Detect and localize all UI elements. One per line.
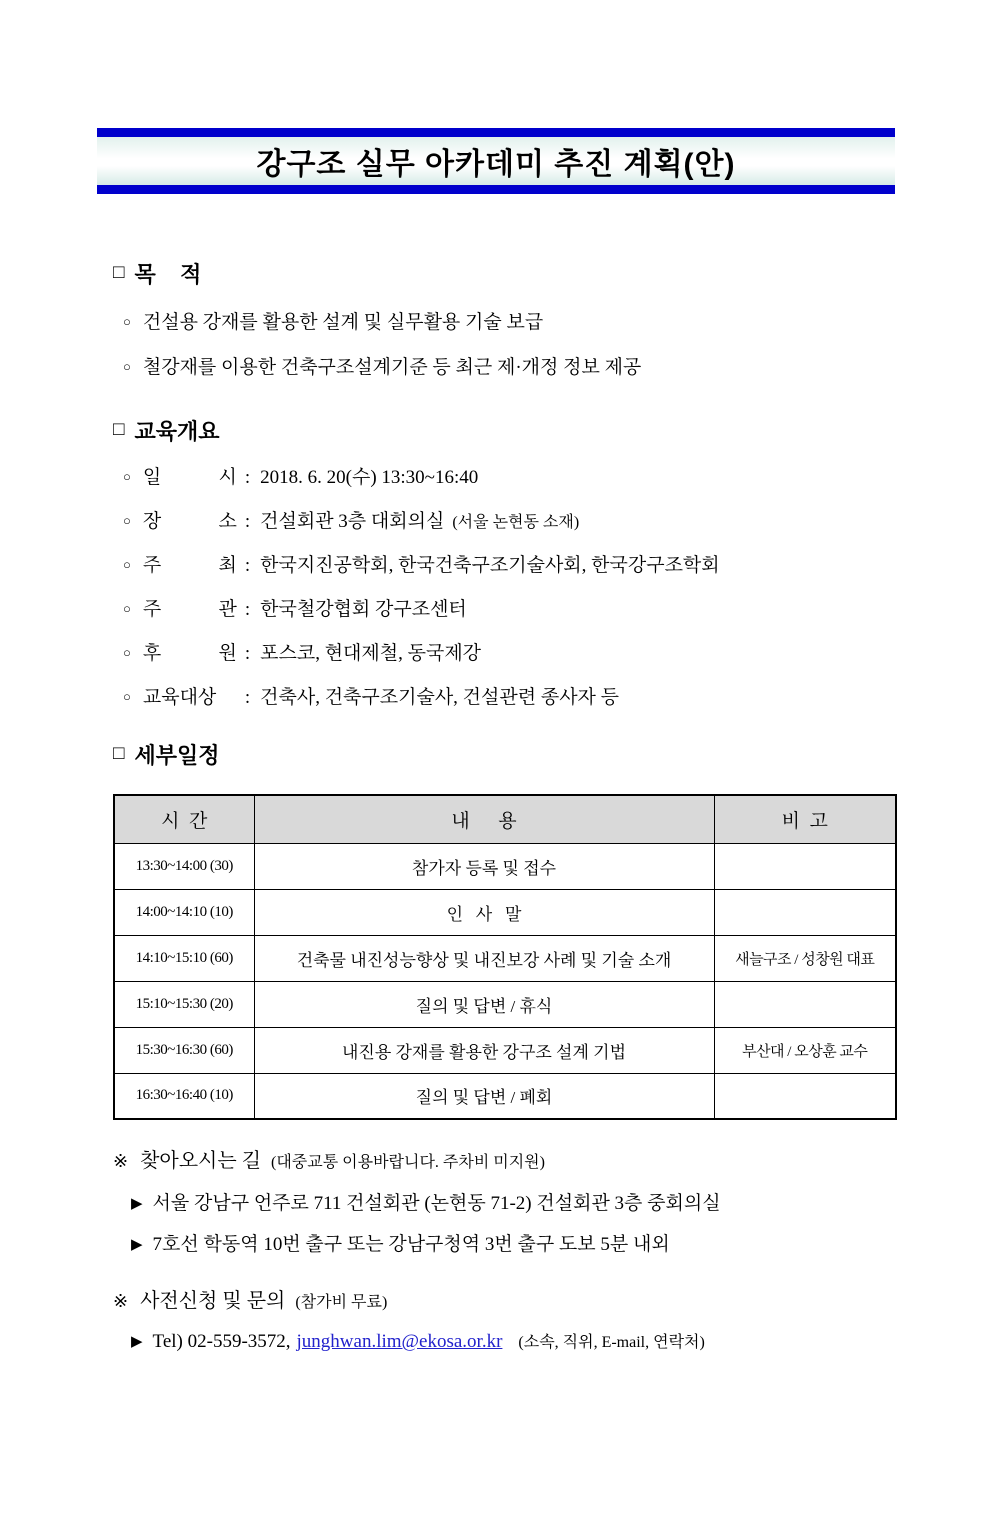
circle-bullet-icon: ○	[123, 359, 131, 374]
header-row	[114, 795, 896, 843]
time-cell: 15:30~16:30 (60)	[114, 1027, 254, 1073]
overview-item-date	[97, 462, 895, 489]
arrow-icon: ▶	[131, 1334, 143, 1350]
square-bullet-icon: □	[113, 261, 125, 283]
colon-separator: :	[244, 555, 251, 576]
purpose-heading-label: 목 적	[134, 262, 202, 287]
reference-mark-icon: ※	[113, 1151, 129, 1171]
remark-cell	[714, 981, 896, 1027]
content-cell: 참가자 등록 및 접수	[254, 843, 714, 889]
col-header-remark: 비 고	[714, 795, 896, 843]
time-cell: 15:10~15:30 (20)	[114, 981, 254, 1027]
schedule-heading	[97, 739, 895, 770]
overview-value: 포스코, 현대제철, 동국제강	[260, 643, 482, 664]
overview-heading	[97, 415, 895, 446]
email-note: (소속, 직위, E-mail, 연락처)	[518, 1334, 705, 1351]
time-cell: 16:30~16:40 (10)	[114, 1073, 254, 1119]
directions-item-text: 서울 강남구 언주로 711 건설회관 (논현동 71-2) 건설회관 3층 중회의실	[152, 1193, 721, 1214]
overview-label: 장 소	[142, 511, 237, 532]
table-row	[114, 889, 896, 935]
contact-heading-note: (참가비 무료)	[295, 1294, 388, 1311]
contact-heading	[97, 1284, 895, 1313]
circle-bullet-icon: ○	[123, 689, 131, 704]
overview-item-host	[97, 550, 895, 577]
colon-separator: :	[244, 599, 251, 620]
overview-label: 주 관	[142, 599, 237, 620]
square-bullet-icon: □	[113, 418, 125, 440]
purpose-item-text: 건설용 강재를 활용한 설계 및 실무활용 기술 보급	[142, 312, 544, 333]
remark-cell	[714, 889, 896, 935]
overview-item-sponsor	[97, 638, 895, 665]
col-header-time: 시 간	[114, 795, 254, 843]
circle-bullet-icon: ○	[123, 469, 131, 484]
schedule-heading-label: 세부일정	[134, 743, 220, 768]
time-cell: 13:30~14:00 (30)	[114, 843, 254, 889]
overview-item-organizer	[97, 594, 895, 621]
arrow-icon: ▶	[131, 1237, 143, 1253]
purpose-item	[97, 307, 895, 334]
time-cell: 14:00~14:10 (10)	[114, 889, 254, 935]
directions-heading-note: (대중교통 이용바랍니다. 주차비 미지원)	[271, 1154, 545, 1171]
colon-separator: :	[244, 687, 251, 708]
overview-note: (서울 논현동 소재)	[452, 514, 580, 531]
table-row	[114, 981, 896, 1027]
directions-item	[97, 1229, 895, 1256]
circle-bullet-icon: ○	[123, 645, 131, 660]
overview-label: 일 시	[142, 467, 237, 488]
circle-bullet-icon: ○	[123, 314, 131, 329]
overview-label: 주 최	[142, 555, 237, 576]
remark-cell	[714, 843, 896, 889]
remark-cell: 새늘구조 / 성창원 대표	[714, 935, 896, 981]
overview-label: 교육대상	[142, 687, 217, 708]
overview-list	[97, 462, 895, 709]
directions-item-text: 7호선 학동역 10번 출구 또는 강남구청역 3번 출구 도보 5분 내외	[152, 1234, 670, 1255]
page-title: 강구조 실무 아카데미 추진 계획(안)	[256, 148, 736, 181]
content-cell: 질의 및 답변 / 폐회	[254, 1073, 714, 1119]
colon-separator: :	[244, 643, 251, 664]
purpose-item	[97, 352, 895, 379]
overview-value: 건축사, 건축구조기술사, 건설관련 종사자 등	[260, 687, 620, 708]
directions-item	[97, 1188, 895, 1215]
remark-cell: 부산대 / 오상훈 교수	[714, 1027, 896, 1073]
contact-heading-label: 사전신청 및 문의	[140, 1290, 286, 1312]
contact-tel-line	[97, 1329, 895, 1353]
table-row	[114, 1073, 896, 1119]
document-page	[0, 128, 992, 1531]
reference-mark-icon: ※	[113, 1291, 129, 1311]
overview-value: 건설회관 3층 대회의실	[260, 511, 445, 532]
overview-item-audience	[97, 682, 895, 709]
circle-bullet-icon: ○	[123, 601, 131, 616]
title-banner	[97, 128, 895, 194]
overview-value: 한국지진공학회, 한국건축구조기술사회, 한국강구조학회	[260, 555, 720, 576]
arrow-icon: ▶	[131, 1196, 143, 1212]
document-body	[97, 258, 895, 1353]
table-row	[114, 1027, 896, 1073]
overview-item-place	[97, 506, 895, 533]
content-cell: 내진용 강재를 활용한 강구조 설계 기법	[254, 1027, 714, 1073]
directions-heading-label: 찾아오시는 길	[140, 1150, 262, 1172]
schedule-table	[113, 794, 897, 1120]
colon-separator: :	[244, 467, 251, 488]
remark-cell	[714, 1073, 896, 1119]
circle-bullet-icon: ○	[123, 557, 131, 572]
overview-value: 2018. 6. 20(수) 13:30~16:40	[260, 467, 479, 488]
purpose-item-text: 철강재를 이용한 건축구조설계기준 등 최근 제·개정 정보 제공	[142, 357, 642, 378]
tel-label: Tel) 02-559-3572,	[152, 1331, 291, 1352]
email-link[interactable]: junghwan.lim@ekosa.or.kr	[296, 1331, 503, 1352]
time-cell: 14:10~15:10 (60)	[114, 935, 254, 981]
content-cell: 인 사 말	[254, 889, 714, 935]
content-cell: 질의 및 답변 / 휴식	[254, 981, 714, 1027]
square-bullet-icon: □	[113, 742, 125, 764]
table-row	[114, 935, 896, 981]
table-row	[114, 843, 896, 889]
directions-heading	[97, 1144, 895, 1173]
overview-label: 후 원	[142, 643, 237, 664]
schedule-table-header	[114, 795, 896, 843]
circle-bullet-icon: ○	[123, 513, 131, 528]
purpose-heading	[97, 258, 895, 289]
overview-heading-label: 교육개요	[134, 419, 220, 444]
content-cell: 건축물 내진성능향상 및 내진보강 사례 및 기술 소개	[254, 935, 714, 981]
colon-separator: :	[244, 511, 251, 532]
overview-value: 한국철강협회 강구조센터	[260, 599, 467, 620]
col-header-content: 내 용	[254, 795, 714, 843]
